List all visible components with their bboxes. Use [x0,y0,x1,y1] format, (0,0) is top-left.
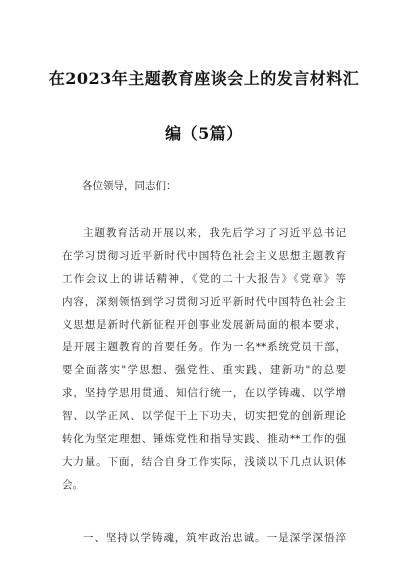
paragraph-2 [62,527,346,550]
paragraph-2-line: 一、坚持以学铸魂，筑牢政治忠诚。一是深学深悟淬 [83,532,346,544]
salutation: 各位领导，同志们： [82,180,177,192]
paragraph-1 [62,222,346,497]
paragraph-1-line: 工作会议上的讲话精神，《党的二十大报告》《党章》等 [62,272,346,285]
paragraph-1-line: 是开展主题教育的首要任务。作为一名**系统党员干部， [62,341,346,354]
paragraph-1-line: 内容，深刻领悟到学习贯彻习近平新时代中国特色社会主 [62,295,346,308]
paragraph-1-line: 转化为坚定理想、锤炼党性和指导实践、推动**工作的强 [62,433,346,446]
paragraph-1-line: 会。 [62,478,83,491]
paragraph-1-line: 主题教育活动开展以来，我先后学习了习近平总书记 [83,227,346,239]
paragraph-1-line: 义思想是新时代新征程开创事业发展新局面的根本要求， [62,318,346,331]
paragraph-1-line: 智、以学正风、以学促干上下功夫，切实把党的创新理论 [62,410,346,423]
document-title-line-1: 在2023年主题教育座谈会上的发言材料汇 [48,69,360,88]
paragraph-1-line: 大力量。下面，结合自身工作实际，浅谈以下几点认识体 [62,455,346,468]
document-title-line-2: 编（5篇） [165,124,243,143]
paragraph-1-line: 要全面落实"学思想、强党性、重实践、建新功"的总要 [62,364,346,377]
paragraph-1-line: 在学习贯彻习近平新时代中国特色社会主义思想主题教育 [62,249,346,262]
paragraph-1-line: 求，坚持学思用贯通、知信行统一，在以学铸魂、以学增 [62,387,346,400]
